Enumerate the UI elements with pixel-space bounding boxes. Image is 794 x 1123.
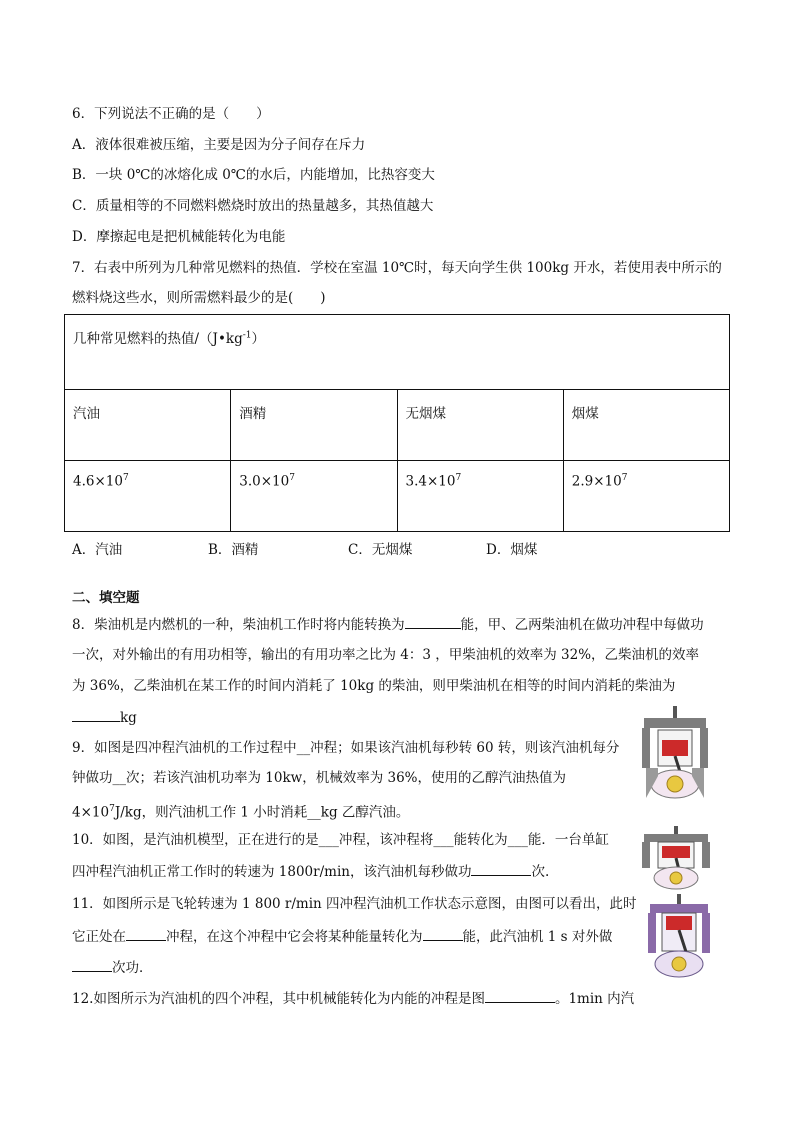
engine-diagram-icon: [640, 706, 710, 804]
section-title: 二、填空题: [72, 590, 140, 606]
q7-stem-line1: 7．右表中所列为几种常见燃料的热值．学校在室温 10℃时，每天向学生供 100kg 开水，若使用表中所示的: [72, 260, 722, 276]
q8-line4: kg: [72, 707, 137, 728]
q6-stem: 6．下列说法不正确的是（ ）: [72, 106, 270, 122]
q6-option-d: D．摩擦起电是把机械能转化为电能: [72, 229, 286, 245]
q8-line2: 一次，对外输出的有用功相等，输出的有用功率之比为 4：3 ，甲柴油机的效率为 32%，乙柴油机的效率: [72, 647, 700, 663]
q11-line3: 次功．: [72, 957, 153, 978]
q10-line1: 10．如图，是汽油机模型，正在进行的是___冲程，该冲程将___能转化为___能．一台单缸: [72, 832, 609, 848]
table-value-cell: $2.9\times 10^7$: [563, 461, 729, 532]
table-value-cell: $3.0\times 10^7$: [231, 461, 397, 532]
q7-option-d: D．烟煤: [486, 542, 538, 558]
q6-option-c: C．质量相等的不同燃料燃烧时放出的热量越多，其热值越大: [72, 198, 434, 214]
q10-line2: 四冲程汽油机正常工作时的转速为 1800r/min，该汽油机每秒做功 次.: [72, 861, 549, 882]
q9-line1: 9．如图是四冲程汽油机的工作过程中__冲程；如果该汽油机每秒转 60 转，则该汽油机每分: [72, 740, 620, 756]
q7-option-b: B．酒精: [208, 542, 259, 558]
q7-option-c: C．无烟煤: [348, 542, 413, 558]
q8-line1: 8．柴油机是内燃机的一种，柴油机工作时将内能转换为 能，甲、乙两柴油机在做功冲程中每做功: [72, 614, 704, 635]
fuel-heat-table: [64, 314, 730, 532]
q9-line2: 钟做功__次；若该汽油机功率为 10kw，机械效率为 36%，使用的乙醇汽油热值为: [72, 770, 567, 786]
table-caption: 几种常见燃料的热值$/(J•kg^{-1})$: [65, 315, 730, 390]
q11-line1: 11．如图所示是飞轮转速为 1 800 r/min 四冲程汽油机工作状态示意图，由图可以看出，此时: [72, 896, 637, 912]
table-header-cell: 汽油: [65, 390, 231, 461]
q9-line3: $4\times 10^7J/kg$，则汽油机工作 1 小时消耗__kg 乙醇汽油。: [72, 804, 410, 821]
table-value-cell: $4.6\times 10^7$: [65, 461, 231, 532]
q7-option-a: A．汽油: [72, 542, 123, 558]
q12-line1: 12.如图所示为汽油机的四个冲程，其中机械能转化为内能的冲程是图 。1min 内汽: [72, 988, 634, 1009]
table-value-cell: $3.4\times 10^7$: [397, 461, 563, 532]
q8-line3: 为 36%，乙柴油机在某工作的时间内消耗了 10kg 的柴油，则甲柴油机在相等的时间内消耗的柴油为: [72, 678, 676, 694]
table-header-cell: 酒精: [231, 390, 397, 461]
q11-line2: 它正处在 冲程，在这个冲程中它会将某种能量转化为 能，此汽油机 1 s 对外做: [72, 926, 612, 947]
q6-option-a: A．液体很难被压缩，主要是因为分子间存在斥力: [72, 137, 366, 153]
engine-diagram-purple-icon: [646, 894, 712, 980]
table-header-cell: 烟煤: [563, 390, 729, 461]
q7-options: [72, 540, 537, 560]
q6-option-b: B．一块 0℃的冰熔化成 0℃的水后，内能增加，比热容变大: [72, 167, 435, 183]
q7-stem-line2: 燃料烧这些水，则所需燃料最少的是( ): [72, 290, 326, 306]
table-header-cell: 无烟煤: [397, 390, 563, 461]
engine-diagram-icon: [640, 826, 712, 892]
